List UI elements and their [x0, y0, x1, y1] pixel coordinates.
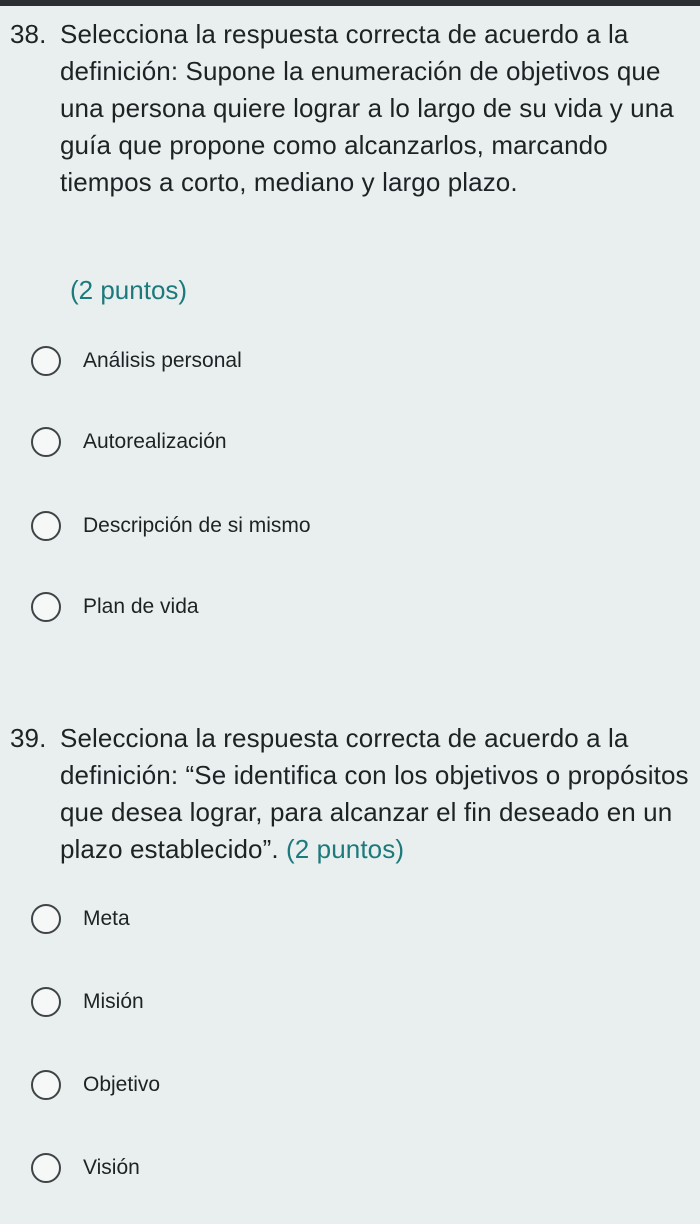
q39-option-objetivo[interactable] — [31, 1068, 160, 1102]
question-38 — [10, 16, 690, 201]
option-label: Visión — [83, 1156, 140, 1179]
radio-button[interactable] — [31, 511, 61, 541]
option-label: Descripción de si mismo — [83, 514, 311, 537]
question-38-header — [10, 16, 690, 201]
question-39-header — [10, 720, 690, 868]
top-edge-strip — [0, 0, 700, 6]
radio-button[interactable] — [31, 427, 61, 457]
question-38-points: (2 puntos) — [70, 275, 188, 305]
q38-option-analisis-personal[interactable] — [31, 344, 242, 378]
option-label: Plan de vida — [83, 595, 199, 618]
option-label: Misión — [83, 990, 144, 1013]
q38-option-plan-de-vida[interactable] — [31, 590, 199, 624]
question-39 — [10, 720, 690, 868]
radio-button[interactable] — [31, 904, 61, 934]
radio-button[interactable] — [31, 1153, 61, 1183]
radio-button[interactable] — [31, 592, 61, 622]
question-39-points: (2 puntos) — [286, 834, 405, 864]
question-38-text: Selecciona la respuesta correcta de acuerdo a la definición: Supone la enumeración de objetivos que una persona quiere lograr a lo largo de su vida y una guía que propone como alcanzarlos, marcando tiempos a corto, mediano y largo plazo. — [60, 19, 674, 197]
option-label: Autorealización — [83, 430, 227, 453]
q39-option-mision[interactable] — [31, 985, 144, 1019]
q38-option-descripcion[interactable] — [31, 509, 311, 543]
radio-button[interactable] — [31, 1070, 61, 1100]
radio-button[interactable] — [31, 987, 61, 1017]
q39-option-vision[interactable] — [31, 1151, 140, 1185]
question-39-text: Selecciona la respuesta correcta de acuerdo a la definición: “Se identifica con los objetivos o propósitos que desea lograr, para alcanzar el fin deseado en un plazo establecido”. — [60, 723, 689, 864]
option-label: Meta — [83, 907, 130, 930]
q38-option-autorealizacion[interactable] — [31, 425, 227, 459]
option-label: Análisis personal — [83, 349, 242, 372]
option-label: Objetivo — [83, 1073, 161, 1096]
q39-option-meta[interactable] — [31, 902, 130, 936]
radio-button[interactable] — [31, 346, 61, 376]
question-39-number: 39. — [10, 723, 47, 753]
question-38-number: 38. — [10, 19, 47, 49]
